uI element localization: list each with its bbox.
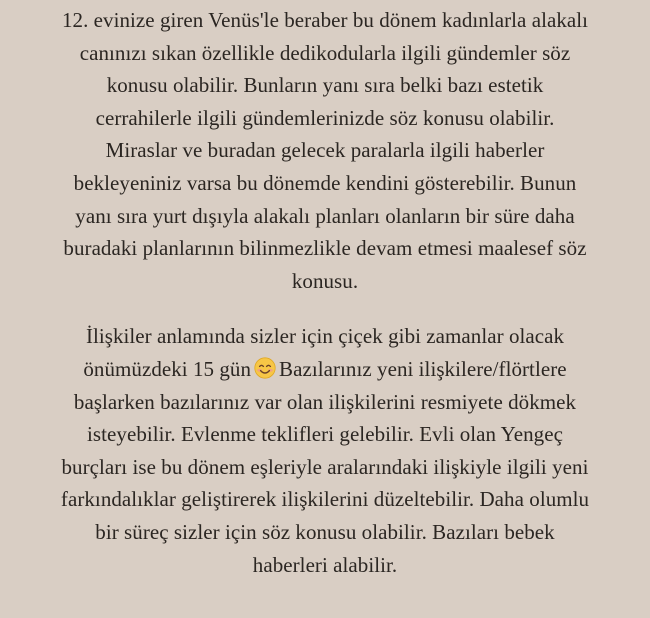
- text-line: isteyebilir. Evlenme teklifleri gelebilir. Evli olan Yengeç: [87, 422, 563, 447]
- text-line: konusu.: [291, 268, 359, 293]
- text-line: cerrahilerle ilgili gündemlerinizde söz konusu olabilir.: [95, 105, 555, 130]
- text-line-with-emoji: [4, 353, 646, 386]
- text-line: canınızı sıkan özellikle dedikodularla ilgili gündemler söz: [79, 40, 571, 65]
- text-line: yanı sıra yurt dışıyla alakalı planları olanların bir süre daha: [75, 203, 575, 228]
- text-line: bir süreç sizler için söz konusu olabilir. Bazıları bebek: [95, 519, 555, 544]
- text-fragment: Bazılarınız yeni ilişkilere/flörtlere: [279, 356, 567, 381]
- smiling-face-icon: [254, 357, 276, 379]
- text-line: bekleyeniniz varsa bu dönemde kendini gösterebilir. Bunun: [73, 170, 577, 195]
- text-fragment: önümüzdeki 15 gün: [83, 356, 252, 381]
- text-line: Miraslar ve buradan gelecek paralarla ilgili haberler: [105, 138, 545, 163]
- text-line: konusu olabilir. Bunların yanı sıra belki bazı estetik: [106, 73, 544, 98]
- text-line: farkındalıklar geliştirerek ilişkilerini düzeltebilir. Daha olumlu: [60, 487, 590, 512]
- emoji-face: [255, 358, 275, 378]
- paragraph-relationships: [4, 320, 646, 581]
- text-line: burçları ise bu dönem eşleriyle aralarındaki ilişkiyle ilgili yeni: [61, 454, 589, 479]
- text-line: başlarken bazılarınız var olan ilişkilerini resmiyete dökmek: [73, 389, 577, 414]
- text-line: buradaki planlarının bilinmezlikle devam etmesi maalesef söz: [63, 236, 587, 261]
- paragraph-venus-house: [4, 4, 646, 297]
- text-line: 12. evinize giren Venüs'le beraber bu dönem kadınlarla alakalı: [61, 8, 589, 32]
- text-line: haberleri alabilir.: [252, 552, 398, 577]
- text-line: İlişkiler anlamında sizler için çiçek gibi zamanlar olacak: [85, 324, 565, 349]
